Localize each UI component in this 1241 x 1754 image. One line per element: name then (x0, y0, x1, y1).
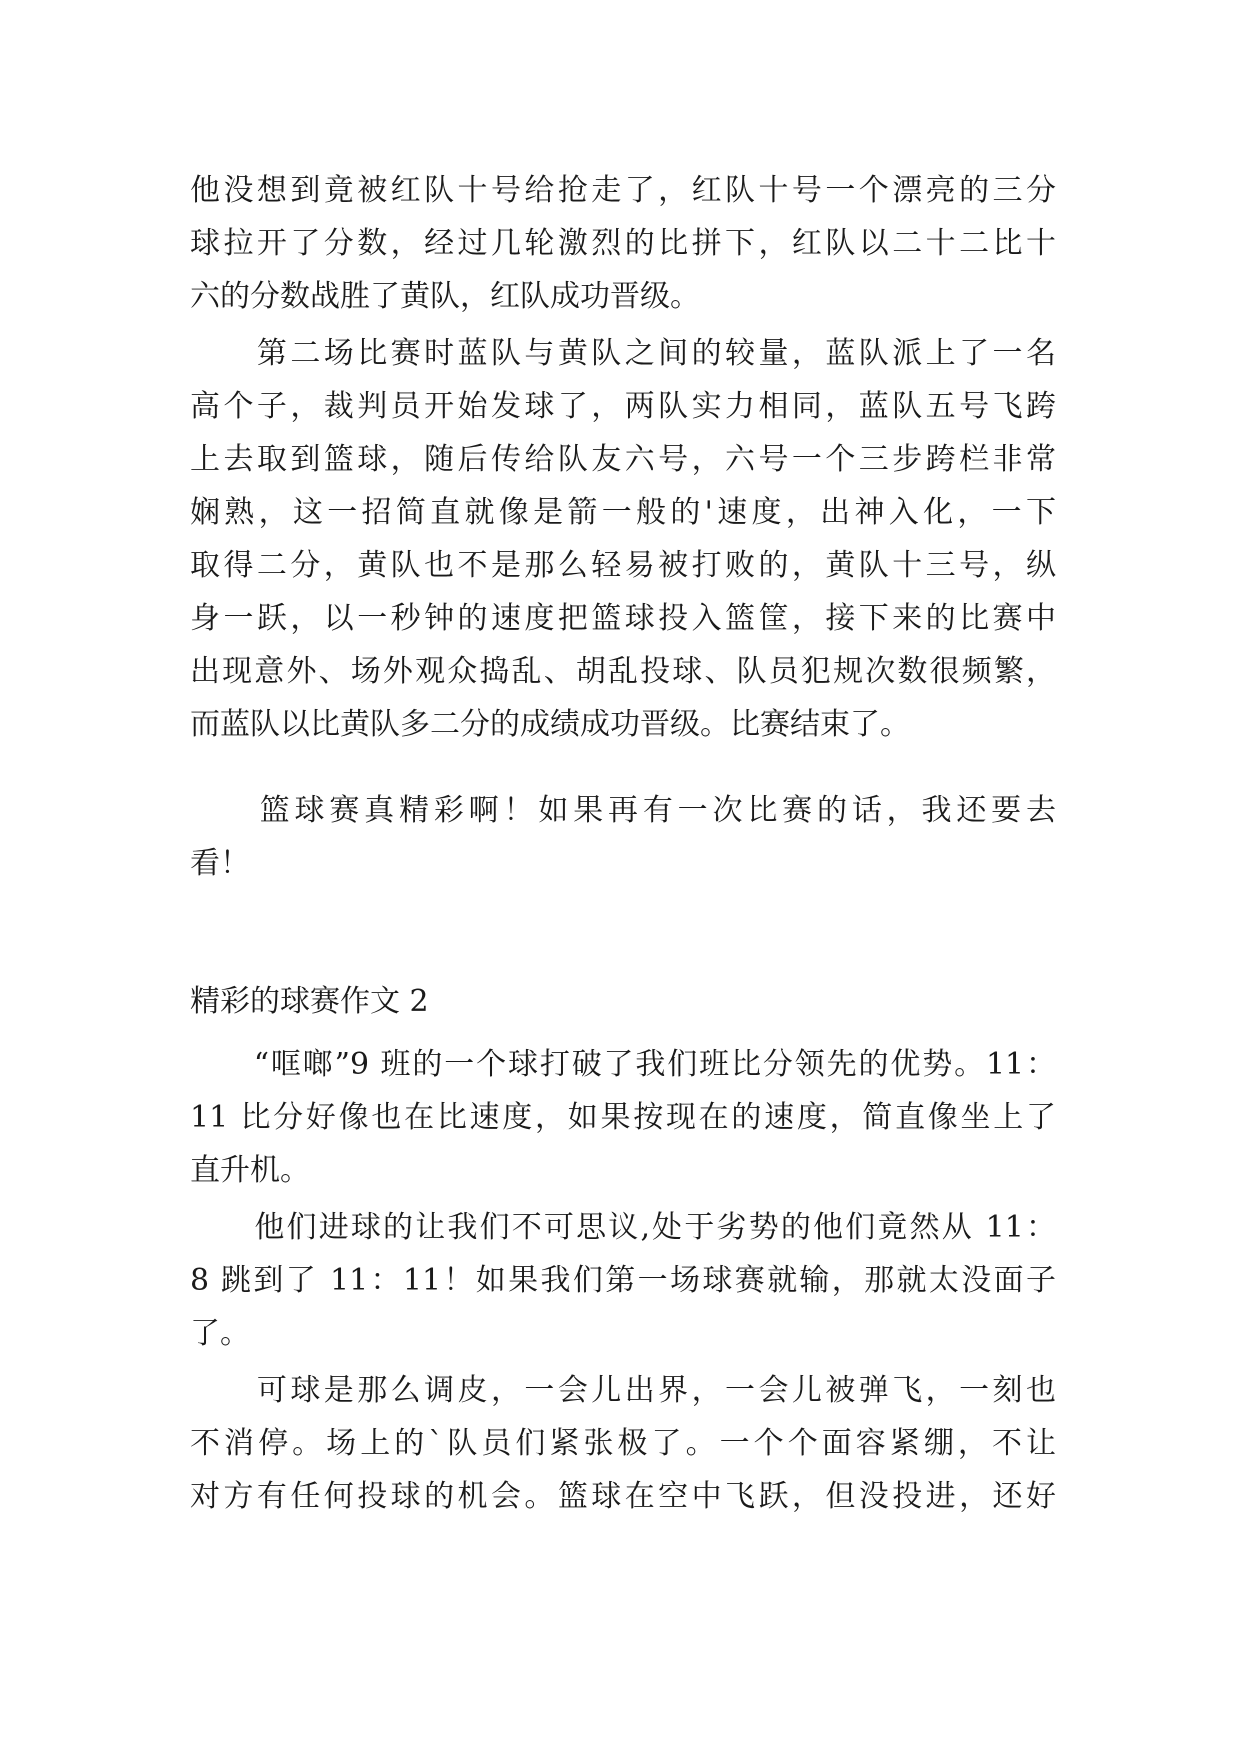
section2-paragraph-3 (190, 1364, 1056, 1523)
text-line: 出现意外、场外观众捣乱、胡乱投球、队员犯规次数很频繁， (190, 654, 1056, 689)
text-line: 取得二分，黄队也不是那么轻易被打败的，黄队十三号，纵 (190, 548, 1056, 583)
text-line: 对方有任何投球的机会。篮球在空中飞跃，但没投进，还好 (190, 1479, 1056, 1514)
section2-paragraph-2 (190, 1201, 1056, 1360)
text-line: 了。 (190, 1316, 250, 1351)
text-line: 娴熟，这一招简直就像是箭一般的'速度，出神入化，一下 (190, 495, 1056, 530)
text-line: 看！ (190, 846, 250, 881)
text-line: 球拉开了分数，经过几轮激烈的比拼下，红队以二十二比十 (190, 226, 1056, 261)
section1-paragraph-1 (190, 164, 1056, 323)
text-line: “哐啷”9 班的一个球打破了我们班比分领先的优势。11： (190, 1047, 1056, 1082)
section1-paragraph-2 (190, 327, 1056, 751)
text-line: 六的分数战胜了黄队，红队成功晋级。 (190, 279, 700, 314)
text-line: 11 比分好像也在比速度，如果按现在的速度，简直像坐上了 (190, 1100, 1056, 1135)
text-line: 直升机。 (190, 1153, 310, 1188)
section-heading: 精彩的球赛作文 2 (190, 984, 429, 1019)
text-line: 他没想到竟被红队十号给抢走了，红队十号一个漂亮的三分 (190, 173, 1056, 208)
text-line: 第二场比赛时蓝队与黄队之间的较量，蓝队派上了一名 (190, 336, 1056, 371)
section2-paragraph-1 (190, 1038, 1056, 1197)
text-line: 身一跃，以一秒钟的速度把篮球投入篮筐，接下来的比赛中 (190, 601, 1056, 636)
text-line: 而蓝队以比黄队多二分的成绩成功晋级。比赛结束了。 (190, 707, 910, 742)
text-line: 不消停。场上的`队员们紧张极了。一个个面容紧绷，不让 (190, 1426, 1056, 1461)
text-line: 高个子，裁判员开始发球了，两队实力相同，蓝队五号飞跨 (190, 389, 1056, 424)
text-line: 8 跳到了 11：11！如果我们第一场球赛就输，那就太没面子 (190, 1263, 1056, 1298)
section1-paragraph-3 (190, 784, 1056, 890)
text-line: 篮球赛真精彩啊！如果再有一次比赛的话，我还要去 (190, 793, 1056, 828)
text-line: 上去取到篮球，随后传给队友六号，六号一个三步跨栏非常 (190, 442, 1056, 477)
text-line: 可球是那么调皮，一会儿出界，一会儿被弹飞，一刻也 (190, 1373, 1056, 1408)
text-line: 他们进球的让我们不可思议,处于劣势的他们竟然从 11： (190, 1210, 1056, 1245)
